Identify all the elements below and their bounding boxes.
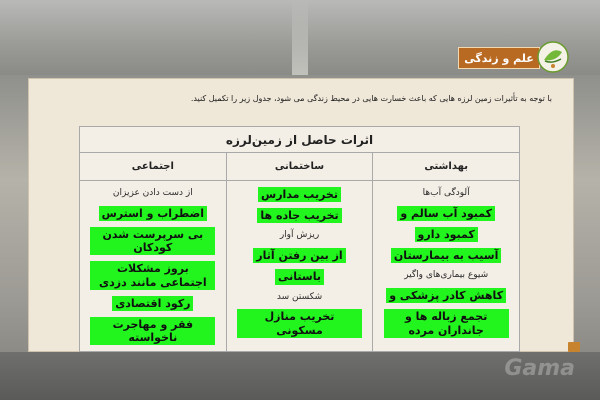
instructions-text: با توجه به تأثیرات زمین لرزه هایی که باعث خسارت هایی در محیط زندگی می شود، جدول زیر را تکمیل کنید. (190, 94, 552, 103)
table-item-text: از دست دادن عزیزان (112, 188, 193, 198)
table-item-text: رکود اقتصادی (112, 296, 193, 311)
table-item (227, 208, 373, 223)
table-item (373, 248, 519, 263)
table-item (80, 206, 226, 221)
slide-title-text: علم و زندگی (464, 51, 534, 65)
table-item-text: کاهش کادر پزشکی و (386, 288, 506, 303)
table-item-text: کمبود دارو (415, 227, 478, 242)
column-structural (226, 181, 373, 352)
table-item (227, 187, 373, 202)
earthquake-effects-table (79, 126, 520, 352)
table-item-text: کمبود آب سالم و (397, 206, 495, 221)
table-item (80, 317, 226, 345)
column-header-structural: ساختمانی (226, 153, 373, 181)
table-title: اثرات حاصل از زمین‌لرزه (80, 127, 520, 153)
table-item-text: بروز مشکلات اجتماعی مانند دزدی (90, 261, 215, 289)
leaf-logo-icon (536, 40, 570, 74)
table-item (80, 296, 226, 311)
table-item (373, 309, 519, 337)
table-item-text: آلودگی آب‌ها (422, 188, 470, 198)
table-item-text: فقر و مهاجرت ناخواسته (90, 317, 215, 345)
table-item-text: اضطراب و استرس (99, 206, 207, 221)
table-item (227, 229, 373, 242)
table-item (80, 261, 226, 289)
table-item-text: از بین رفتن آثار (253, 248, 345, 263)
table-item-text: آسیب به بیمارستان (391, 248, 501, 263)
table-item-text: شکستن سد (276, 291, 323, 302)
table-item (227, 291, 373, 304)
table-item-text: تخریب جاده ها (257, 208, 341, 223)
table-item-text: باستانی (275, 269, 324, 284)
table-item-text: تخریب مدارس (258, 187, 341, 202)
table-item-text: شیوع بیماری‌های واگیر (404, 270, 489, 281)
road-center-line (292, 0, 308, 75)
next-slide-icon[interactable] (568, 342, 580, 352)
column-header-health: بهداشتی (373, 153, 520, 181)
table-item (80, 227, 226, 255)
table-item (373, 206, 519, 221)
slide-title-badge (458, 47, 540, 69)
column-health (373, 181, 520, 352)
column-social (80, 181, 227, 352)
table-item (373, 288, 519, 303)
table-item (373, 187, 519, 200)
table-item-text: تخریب منازل مسکونی (237, 309, 362, 337)
table-item (373, 269, 519, 282)
table-item (373, 227, 519, 242)
table-item (80, 187, 226, 200)
watermark-text: Gama (504, 356, 575, 381)
table-item-text: ریزش آوار (279, 230, 320, 241)
table-item (227, 269, 373, 284)
table-item-text: تجمع زباله ها و جانداران مرده (384, 309, 509, 337)
column-header-social: اجتماعی (80, 153, 227, 181)
table-item-text: بی سرپرست شدن کودکان (90, 227, 215, 255)
table-item (227, 248, 373, 263)
table-item (227, 309, 373, 337)
